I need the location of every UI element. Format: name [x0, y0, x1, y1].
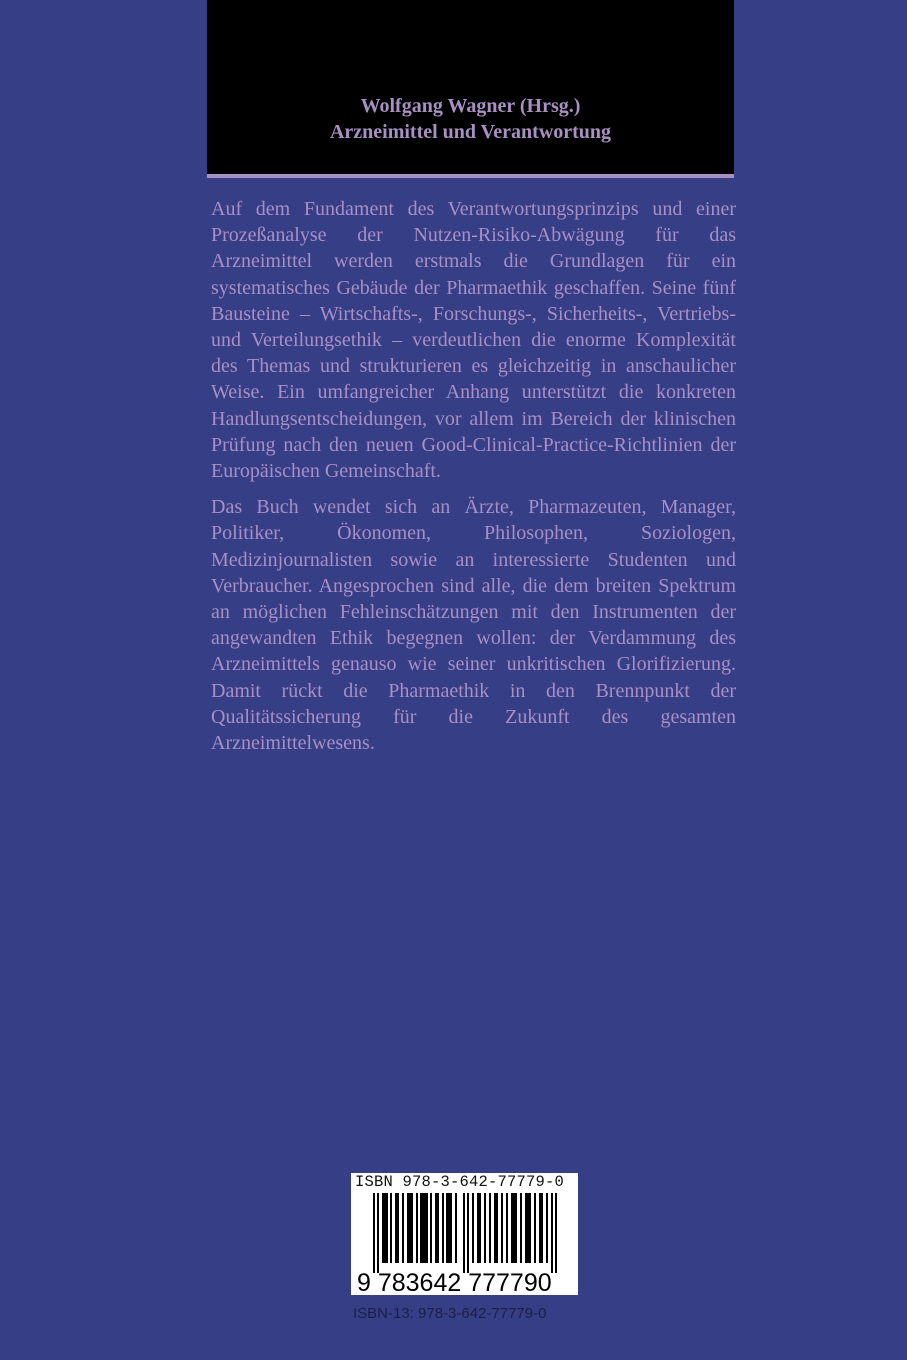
isbn-label: ISBN 978-3-642-77779-0 — [355, 1173, 565, 1191]
blurb-paragraph-2: Das Buch wendet sich an Ärzte, Pharmazeuten, Manager, Politiker, Ökonomen, Philosophen, Soziologen, Medizinjournalisten sowie an interessierte Studenten und Verbraucher. Angesprochen sind alle, die dem breiten Spektrum an möglichen Fehleinschätzungen mit den Instrumenten der angewandten Ethik begegnen wollen: der Verdammung des Arzneimittels genauso wie seiner unkritischen Glorifizierung. Damit rückt die Pharmaethik in den Brennpunkt der Qualitätssicherung für die Zukunft des gesamten Arzneimittelwesens. — [211, 496, 736, 755]
author-editor: Wolfgang Wagner (Hrsg.) — [360, 95, 581, 117]
title-block — [207, 93, 734, 145]
back-cover-blurb — [211, 196, 736, 766]
blurb-paragraph-1: Auf dem Fundament des Verantwortungsprinzips und einer Prozeßanalyse der Nutzen-Risiko-Abwägung für das Arzneimittel werden erstmals die Grundlagen für ein systematisches Gebäude der Pharmaethik geschaffen. Seine fünf Bausteine – Wirtschafts-, Forschungs-, Sicherheits-, Vertriebs- und Verteilungsethik – verdeutlichen die enorme Komplexität des Themas und strukturieren es gleichzeitig in anschaulicher Weise. Ein umfangreicher Anhang unterstützt die konkreten Handlungsentscheidungen, vor allem im Bereich der klinischen Prüfung nach den neuen Good-Clinical-Practice-Richtlinien der Europäischen Gemeinschaft. — [211, 198, 736, 483]
barcode — [351, 1173, 578, 1295]
book-title: Arzneimittel und Verantwortung — [329, 121, 612, 143]
barcode-digits: 9 783642 777790 — [357, 1269, 552, 1297]
accent-rule — [207, 174, 734, 178]
isbn-13-label: ISBN-13: 978-3-642-77779-0 — [353, 1305, 547, 1322]
title-box — [207, 0, 734, 174]
barcode-bars-icon — [373, 1193, 563, 1273]
